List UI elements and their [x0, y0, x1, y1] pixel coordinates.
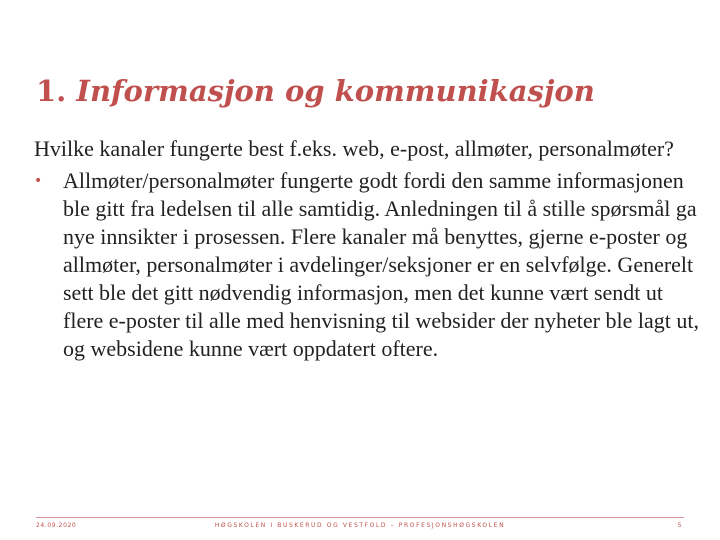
slide-body	[34, 135, 704, 363]
title-number: 1.	[36, 74, 67, 108]
bullet-icon: •	[34, 173, 43, 189]
bullet-item	[34, 167, 704, 363]
bullet-text: Allmøter/personalmøter fungerte godt fordi den samme informasjonen ble gitt fra ledelsen til alle samtidig. Anledningen til å stille spørsmål ga nye innsikter i prosessen. Flere kanaler må benyttes, gjerne e-poster og allmøter, personalmøter i avdelinger/seksjoner er en selvfølge. Generelt sett ble det gitt nødvendig informasjon, men det kunne vært sendt ut flere e-poster til alle med henvisning til websider der nyheter ble lagt ut, og websidene kunne vært oppdatert oftere.	[63, 168, 699, 361]
page-number: 5	[677, 522, 682, 529]
question-text: Hvilke kanaler fungerte best f.eks. web, e-post, allmøter, personalmøter?	[34, 136, 674, 161]
slide-title	[36, 66, 696, 116]
footer-divider	[36, 517, 684, 518]
footer-date: 24.09.2020	[36, 522, 77, 529]
title-text: Informasjon og kommunikasjon	[76, 74, 595, 108]
footer-institution: HØGSKOLEN I BUSKERUD OG VESTFOLD – PROFESJONSHØGSKOLEN	[214, 522, 506, 529]
